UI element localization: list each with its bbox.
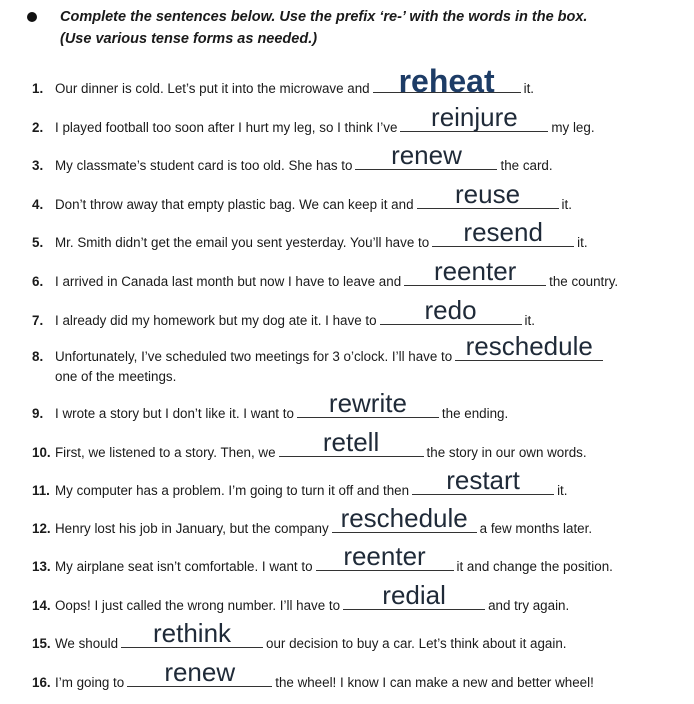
answer-blank[interactable] — [373, 63, 521, 99]
sentence-start: Don’t throw away that empty plastic bag. We can keep it and — [55, 197, 414, 212]
item-number: 4. — [32, 197, 44, 212]
sentence-end: my leg. — [551, 120, 595, 135]
sentence-end: the wheel! I know I can make a new and better wheel! — [275, 675, 594, 690]
answer-blank[interactable] — [332, 503, 477, 533]
sentence-end: the ending. — [441, 406, 509, 421]
sentence-start: Unfortunately, I’ve scheduled two meetings for 3 o’clock. I’ll have to — [55, 349, 453, 364]
answer-blank[interactable] — [355, 140, 497, 170]
answer-blank[interactable] — [297, 388, 439, 418]
handwritten-answer: reheat — [398, 63, 495, 99]
handwritten-answer: reenter — [433, 256, 517, 286]
answer-blank[interactable] — [380, 295, 522, 325]
sentence-end: the country. — [549, 274, 619, 289]
handwritten-answer: reschedule — [340, 503, 468, 533]
item-number: 9. — [32, 406, 44, 421]
sentence-item-11 — [32, 465, 684, 501]
handwritten-answer: retell — [322, 427, 380, 457]
sentence-start: Mr. Smith didn’t get the email you sent yesterday. You’ll have to — [55, 235, 430, 250]
handwritten-answer: renew — [164, 657, 236, 687]
sentence-end: a few months later. — [479, 521, 593, 536]
sentence-start: We should — [55, 636, 119, 651]
answer-blank[interactable] — [455, 331, 603, 361]
handwritten-answer: renew — [391, 140, 462, 170]
item-number: 14. — [32, 598, 51, 613]
item-number: 7. — [32, 313, 44, 328]
sentence-continuation: one of the meetings. — [55, 369, 177, 384]
item-number: 12. — [32, 521, 51, 536]
sentence-end: it and change the position. — [456, 559, 613, 574]
answer-blank[interactable] — [412, 465, 554, 495]
sentence-start: I already did my homework but my dog ate it. I have to — [55, 313, 377, 328]
answer-blank[interactable] — [279, 427, 424, 457]
sentence-start: My classmate’s student card is too old. She has to — [55, 158, 353, 173]
sentence-end: the card. — [500, 158, 553, 173]
item-number: 5. — [32, 235, 44, 250]
handwritten-answer: restart — [446, 465, 520, 495]
item-number: 3. — [32, 158, 44, 173]
sentence-end: it. — [557, 483, 568, 498]
sentence-start: First, we listened to a story. Then, we — [55, 445, 276, 460]
sentence-end: the story in our own words. — [426, 445, 587, 460]
sentence-start: I wrote a story but I don’t like it. I want to — [55, 406, 294, 421]
handwritten-answer: rethink — [153, 618, 232, 648]
answer-blank[interactable] — [404, 256, 546, 286]
item-number: 2. — [32, 120, 44, 135]
handwritten-answer: resend — [463, 217, 543, 247]
sentence-start: Henry lost his job in January, but the company — [55, 521, 329, 536]
sentence-end: it. — [524, 313, 535, 328]
answer-blank[interactable] — [121, 618, 263, 648]
handwritten-answer: reenter — [343, 541, 426, 571]
instructions-line-2: (Use various tense forms as needed.) — [60, 31, 318, 47]
sentence-item-13 — [32, 541, 684, 577]
sentence-item-2 — [32, 102, 684, 138]
sentence-item-14 — [32, 580, 684, 616]
answer-blank[interactable] — [400, 102, 548, 132]
sentence-end: our decision to buy a car. Let’s think about it again. — [266, 636, 567, 651]
answer-blank[interactable] — [343, 580, 485, 610]
item-number: 1. — [32, 81, 44, 96]
sentence-item-8 — [32, 331, 684, 387]
sentence-start: I played football too soon after I hurt my leg, so I think I’ve — [55, 120, 398, 135]
instructions — [60, 6, 680, 50]
sentence-end: it. — [561, 197, 572, 212]
bullet-icon — [27, 12, 37, 22]
sentence-item-9 — [32, 388, 684, 424]
handwritten-answer: rewrite — [328, 388, 407, 418]
answer-blank[interactable] — [417, 179, 559, 209]
item-number: 16. — [32, 675, 51, 690]
answer-blank[interactable] — [316, 541, 454, 571]
sentence-end: it. — [577, 235, 588, 250]
sentence-item-15 — [32, 618, 684, 654]
item-number: 8. — [32, 349, 44, 364]
handwritten-answer: reuse — [454, 179, 521, 209]
instructions-line-1: Complete the sentences below. Use the prefix ‘re-’ with the words in the box. — [60, 9, 588, 25]
item-number: 13. — [32, 559, 51, 574]
answer-blank[interactable] — [432, 217, 574, 247]
sentence-item-6 — [32, 256, 684, 292]
item-number: 15. — [32, 636, 51, 651]
sentence-item-16 — [32, 657, 684, 693]
item-number: 11. — [32, 483, 50, 498]
answer-blank[interactable] — [127, 657, 272, 687]
sentence-item-12 — [32, 503, 684, 539]
sentence-start: My airplane seat isn’t comfortable. I want to — [55, 559, 313, 574]
item-number: 6. — [32, 274, 44, 289]
sentence-start: Our dinner is cold. Let’s put it into the microwave and — [55, 81, 370, 96]
sentence-item-10 — [32, 427, 684, 463]
item-number: 10. — [32, 445, 51, 460]
sentence-item-1 — [32, 63, 684, 99]
sentence-start: I’m going to — [55, 675, 125, 690]
sentence-start: My computer has a problem. I’m going to turn it off and then — [55, 483, 410, 498]
handwritten-answer: reinjure — [431, 102, 518, 132]
handwritten-answer: redial — [382, 580, 446, 610]
sentence-start: Oops! I just called the wrong number. I’ll have to — [55, 598, 341, 613]
handwritten-answer: redo — [424, 295, 477, 325]
sentence-end: it. — [523, 81, 535, 96]
sentence-end: and try again. — [488, 598, 570, 613]
sentence-item-7 — [32, 295, 684, 331]
sentence-item-5 — [32, 217, 684, 253]
sentence-item-3 — [32, 140, 684, 176]
sentence-start: I arrived in Canada last month but now I have to leave and — [55, 274, 402, 289]
handwritten-answer: reschedule — [465, 331, 593, 361]
sentence-item-4 — [32, 179, 684, 215]
